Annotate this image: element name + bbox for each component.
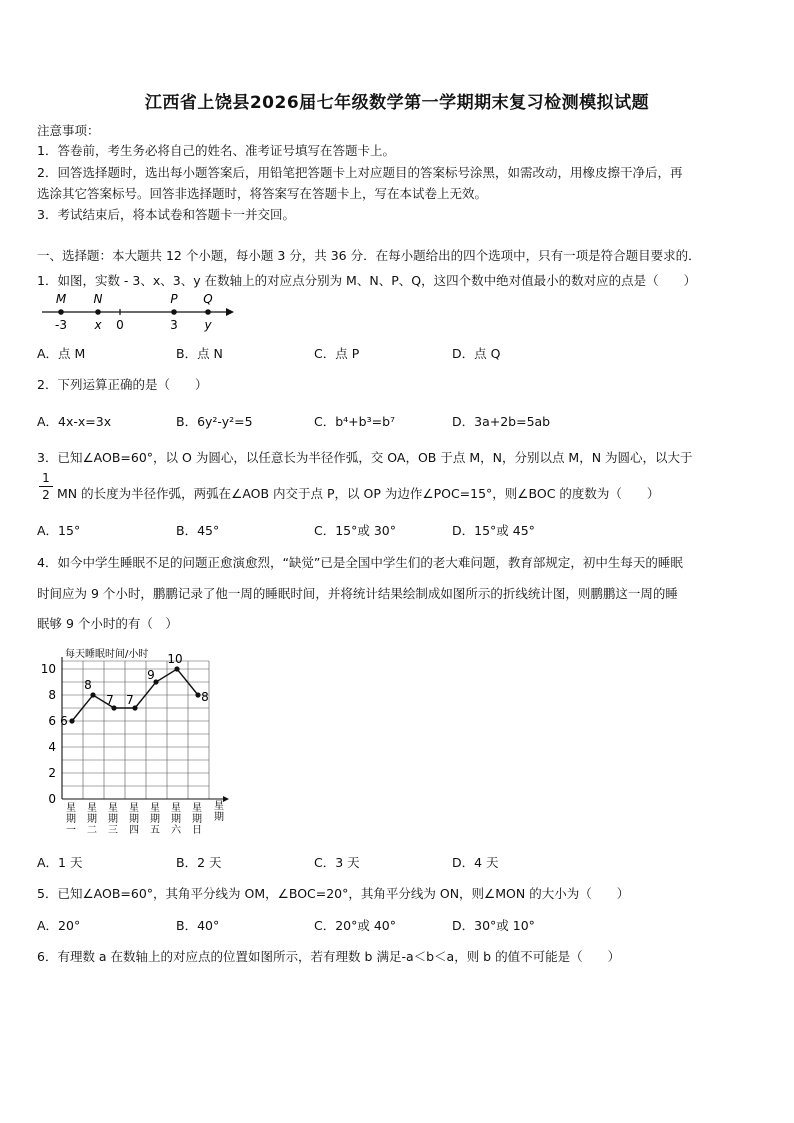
notice-item: 2．回答选择题时，选出每小题答案后，用铅笔把答题卡上对应题目的答案标号涂黑，如需改动，用橡皮擦干净后，再 [37, 165, 683, 180]
question-3-stem-line1: 3．已知∠AOB=60°，以 O 为圆心，以任意长为半径作弧，交 OA，OB 于点 M，N，分别以点 M，N 为圆心，以大于 [37, 450, 693, 465]
label-x: x [94, 318, 102, 332]
q2-option-a: A．4x-x=3x [37, 414, 112, 429]
x-axis-label: 期 [214, 812, 224, 823]
data-label: 9 [147, 668, 155, 682]
q1-option-a: A．点 M [37, 346, 86, 361]
label-m: M [55, 292, 67, 306]
x-tick-label: 期 [171, 814, 181, 825]
label-n: N [93, 292, 103, 306]
data-point [69, 718, 74, 723]
data-point [90, 692, 95, 697]
notice-item: 1．答卷前，考生务必将自己的姓名、准考证号填写在答题卡上。 [37, 143, 395, 158]
x-tick-label: 期 [66, 814, 76, 825]
q1-option-d: D．点 Q [452, 346, 501, 361]
x-tick-label: 星 [150, 803, 160, 814]
x-tick-label: 期 [108, 814, 118, 825]
q2-option-b: B．6y²-y²=5 [176, 414, 253, 429]
data-label: 8 [84, 678, 92, 692]
q2-option-c: C．b⁴+b³=b⁷ [314, 414, 396, 429]
question-1-stem: 1．如图，实数 - 3、x、3、y 在数轴上的对应点分别为 M、N、P、Q，这四个数中绝对值最小的数对应的点是（ ） [37, 273, 697, 288]
label-0: 0 [116, 318, 124, 332]
question-4-stem-line1: 4．如今中学生睡眠不足的问题正愈演愈烈，“缺觉”已是全国中学生们的老大难问题，教育部规定，初中生每天的睡眠 [37, 555, 683, 570]
q4-option-c: C．3 天 [314, 855, 360, 870]
q3-option-d: D．15°或 45° [452, 523, 535, 538]
x-tick-label: 二 [87, 825, 97, 836]
x-tick-label: 星 [108, 803, 118, 814]
x-tick-label: 期 [150, 814, 160, 825]
x-tick-label: 星 [87, 803, 97, 814]
q1-option-b: B．点 N [176, 346, 223, 361]
data-label: 6 [60, 714, 68, 728]
arrow-icon [226, 308, 234, 316]
data-label: 7 [106, 693, 114, 707]
q3-option-c: C．15°或 30° [314, 523, 397, 538]
notice-item: 选涂其它答案标号。回答非选择题时，将答案写在答题卡上，写在本试卷上无效。 [37, 186, 488, 201]
q4-option-d: D．4 天 [452, 855, 499, 870]
q3-option-b: B．45° [176, 523, 220, 538]
data-point [174, 666, 179, 671]
q5-option-d: D．30°或 10° [452, 918, 535, 933]
x-tick-label: 星 [171, 803, 181, 814]
label-neg3: -3 [55, 318, 67, 332]
x-tick-label: 五 [150, 825, 160, 836]
x-tick-label: 日 [192, 825, 202, 836]
q1-option-c: C．点 P [314, 346, 360, 361]
data-label: 7 [126, 693, 134, 707]
question-2-stem: 2．下列运算正确的是（ ） [37, 377, 208, 392]
point-q [205, 309, 211, 315]
y-tick-label: 4 [48, 740, 56, 754]
x-tick-label: 星 [66, 803, 76, 814]
q5-option-b: B．40° [176, 918, 220, 933]
label-p: P [170, 292, 178, 306]
x-tick-label: 星 [192, 803, 202, 814]
x-tick-label: 一 [66, 825, 76, 836]
q5-option-a: A．20° [37, 918, 81, 933]
notice-item: 3．考试结束后，将本试卷和答题卡一并交回。 [37, 207, 295, 222]
y-axis-label: 每天睡眠时间/小时 [65, 649, 149, 660]
x-tick-label: 三 [108, 825, 118, 836]
q4-option-a: A．1 天 [37, 855, 83, 870]
y-tick-label: 10 [40, 662, 56, 676]
x-tick-label: 四 [129, 825, 139, 836]
x-tick-label: 期 [87, 814, 97, 825]
section-heading: 一、选择题：本大题共 12 个小题，每小题 3 分，共 36 分．在每小题给出的四个选项中，只有一项是符合题目要求的． [37, 248, 701, 263]
y-tick-label: 2 [48, 766, 56, 780]
x-tick-label: 六 [171, 825, 181, 836]
y-tick-label: 8 [48, 688, 56, 702]
x-axis-label: 星 [214, 801, 224, 812]
y-tick-label: 0 [48, 792, 56, 806]
y-tick-label: 6 [48, 714, 56, 728]
question-6-stem: 6．有理数 a 在数轴上的对应点的位置如图所示，若有理数 b 满足-a＜b＜a，则 b 的值不可能是（ ） [37, 949, 621, 964]
q3-option-a: A．15° [37, 523, 81, 538]
page-title: 江西省上饶县2026届七年级数学第一学期期末复习检测模拟试题 [144, 93, 650, 113]
point-m [58, 309, 64, 315]
data-label: 10 [167, 652, 183, 666]
notice-heading: 注意事项： [37, 123, 100, 138]
point-n [95, 309, 101, 315]
q4-option-b: B．2 天 [176, 855, 222, 870]
x-tick-label: 星 [129, 803, 139, 814]
sleep-line-chart [30, 642, 250, 842]
fraction-one-half [39, 471, 53, 502]
label-3: 3 [170, 318, 178, 332]
point-p [171, 309, 177, 315]
x-tick-label: 期 [192, 814, 202, 825]
fraction-denominator: 2 [42, 488, 50, 502]
label-y: y [204, 318, 212, 332]
question-4-stem-line3: 眠够 9 个小时的有（ ） [37, 616, 178, 631]
q5-option-c: C．20°或 40° [314, 918, 397, 933]
data-point [195, 692, 200, 697]
number-line-figure [40, 288, 240, 336]
x-tick-label: 期 [129, 814, 139, 825]
data-label: 8 [201, 690, 209, 704]
label-q: Q [203, 292, 213, 306]
fraction-numerator: 1 [42, 471, 50, 485]
question-5-stem: 5．已知∠AOB=60°，其角平分线为 OM，∠BOC=20°，其角平分线为 ON，则∠MON 的大小为（ ） [37, 886, 630, 901]
q2-option-d: D．3a+2b=5ab [452, 414, 551, 429]
question-4-stem-line2: 时间应为 9 个小时，鹏鹏记录了他一周的睡眠时间，并将统计结果绘制成如图所示的折线统计图，则鹏鹏这一周的睡 [37, 586, 678, 601]
question-3-stem-line2: MN 的长度为半径作弧，两弧在∠AOB 内交于点 P，以 OP 为边作∠POC=15°，则∠BOC 的度数为（ ） [57, 486, 660, 501]
